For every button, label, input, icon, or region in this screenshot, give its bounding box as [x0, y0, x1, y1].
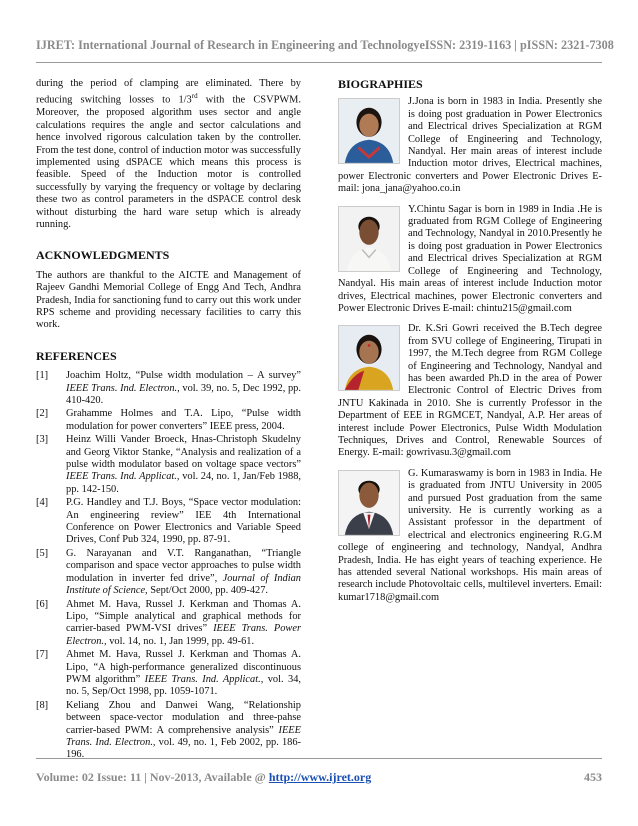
reference-item [36, 548, 301, 598]
footer-volume-info: Volume: 02 Issue: 11 | Nov-2013, Available @ http://www.ijret.org [36, 770, 372, 784]
reference-item [36, 599, 301, 649]
reference-text: Joachim Holtz, “Pulse width modulation – A survey” IEEE Trans. Ind. Electron., vol. 39, no. 5, Dec 1992, pp. 410-420. [66, 370, 301, 406]
bio-kumaraswamy [338, 468, 602, 604]
bio-text-chintu-sagar: Y.Chintu Sagar is born in 1989 in India .He is graduated from RGM College of Engineering and Technology, Nandyal in 2010.Presently he is doing post graduation in Power Electronics and Electrical drives Specialization at RGM College of Engineering and Technology, Nandyal. His main areas of interest include Induction motor drives, Electrical machines, power Electronic converters and Power Electronic Drives E-mail: chintu215@gmail.com [338, 203, 602, 314]
page-footer [36, 770, 602, 785]
reference-text: Ahmet M. Hava, Russel J. Kerkman and Thomas A. Lipo, “A high-performance generalized discontinuous PWM algorithm” IEEE Trans. Ind. Applicat., vol. 34, no. 5, Sep/Oct 1998, pp. 1059-1071. [66, 649, 301, 698]
reference-number: [8] [36, 699, 49, 711]
bio-jona [338, 96, 602, 195]
reference-text: P.G. Handley and T.J. Boys, “Space vector modulation: An engineering review” IEE 4th International Conference on Power Electronics and Variable Speed Drives, Conf Pub 324, 1990, pp. 87-91. [66, 497, 301, 546]
reference-text: Keliang Zhou and Danwei Wang, “Relationship between space-vector modulation and three-pahse carrier-based PWM: A comprehensive analysis” IEEE Trans. Ind. Electron., vol. 49, no. 1, Feb 2002, pp. 186-196. [66, 699, 301, 761]
author-photo-kumaraswamy [338, 470, 400, 536]
reference-item [36, 649, 301, 699]
author-photo-chintu-sagar [338, 206, 400, 272]
reference-list [36, 370, 301, 762]
reference-text: Heinz Willi Vander Broeck, Hnas-Christoph Skudelny and Georg Viktor Stanke, “Analysis and realization of a pulse width modulator based on voltage space vectors” IEEE Trans. Ind. Applicat., vol. 24, no. 1, Jan/Feb 1988, pp. 142-150. [66, 434, 301, 495]
issn: eISSN: 2319-1163 | pISSN: 2321-7308 [419, 38, 614, 52]
reference-item [36, 434, 301, 496]
reference-item [36, 408, 301, 433]
reference-number: [1] [36, 370, 49, 382]
bio-text-kumaraswamy: G. Kumaraswamy is born in 1983 in India. He is graduated from JNTU University in 2005 and pursued Post graduation from the same university. He is currently working as a Assistant professor in the department of electrical and electronics engineering R.G.M college of engineering and technology, Nandyal, Andhra Pradesh, India. He has eight years of teaching experience. He has attended several National workshops. His main areas of research include Photovoltaic cells, multilevel inverters. Email: kumar1718@gmail.com [338, 467, 602, 603]
reference-number: [5] [36, 547, 49, 559]
reference-item [36, 497, 301, 547]
reference-text: G. Narayanan and V.T. Ranganathan, “Triangle comparison and space vector approaches to pulse width modulation in inverter fed drive”, Journal of Indian Institute of Science, Sept/Oct 2000, pp. 409-427. [66, 547, 301, 597]
acknowledgments-text: The authors are thankful to the AICTE and Management of Rajeev Gandhi Memorial College of Engg And Tech, Andhra Pradesh, India for sanctioning fund to carry out this work under RPS scheme and providing necessary facilities to carry this work. [36, 269, 301, 331]
reference-number: [3] [36, 434, 49, 446]
reference-number: [7] [36, 649, 49, 661]
page-number: 453 [584, 770, 602, 784]
author-photo-sri-gowri [338, 325, 400, 391]
acknowledgments-heading: ACKNOWLEDGMENTS [36, 248, 170, 263]
biographies-heading: BIOGRAPHIES [338, 77, 423, 91]
reference-text: Ahmet M. Hava, Russel J. Kerkman and Thomas A. Lipo, “Simple analytical and graphical methods for carrier-based PWM-VSI drives” IEEE Trans. Power Electron., vol. 14, no. 1, Jan 1999, pp. 49-61. [66, 598, 302, 647]
journal-title: IJRET: International Journal of Research in Engineering and Technology [36, 38, 420, 52]
left-column [36, 78, 301, 763]
references-heading: REFERENCES [36, 348, 117, 363]
reference-item [36, 700, 301, 762]
right-column [338, 78, 602, 612]
reference-text: Grahamme Holmes and T.A. Lipo, “Pulse width modulation for power converters” IEEE press, 2004. [66, 408, 301, 432]
bio-chintu-sagar [338, 204, 602, 316]
reference-item [36, 370, 301, 407]
journal-link[interactable]: http://www.ijret.org [268, 770, 372, 784]
footer-divider [36, 758, 602, 759]
reference-number: [2] [36, 408, 49, 420]
conclusion-paragraph: during the period of clamping are eliminated. There by reducing switching losses to 1/3rd with the CSVPWM. Moreover, the proposed algorithm uses sector and angle calculations requires the angle and sector calculations and hence involved rigorous calculation taken by the controller. From the test done, control of induction motor was successfully implemented using dSPACE which means this process is feasible. Speed of the Induction motor is controlled successfully by varying the frequency or voltage by declaring these two as control parameters in the dSPACE control desk without disturbing the hard ware setup which is already running. [36, 78, 301, 230]
superscript-rd: rd [191, 92, 198, 101]
header-divider [36, 62, 602, 63]
bio-text-sri-gowri: Dr. K.Sri Gowri received the B.Tech degree from SVU college of Engineering, Tirupati in 1997, the M.Tech degree from RGM College of Engineering and Technology, Nandyal and has been awarded Ph.D in the area of Power Electronic Control of Electric Drives from JNTU Kakinada in 2010. She is currently Professor in the Department of EEE in RGMCET, Nandyal, A.P. Her areas of interest include Power Electronics, Pulse Width Modulation Techniques, Drives and Control, Renewable Sources of Energy. E-mail: gowrivasu.3@gmail.com [338, 323, 602, 459]
author-photo-jona [338, 98, 400, 164]
running-header [36, 38, 614, 53]
reference-number: [6] [36, 598, 49, 610]
reference-number: [4] [36, 497, 49, 509]
bio-sri-gowri [338, 323, 602, 459]
bio-text-jona: J.Jona is born in 1983 in India. Presently she is doing post graduation in Power Electronics and Electrical drives Specialization at RGM College of Engineering and Technology, Nandyal. Her main areas of interest include Induction motor drives, Electrical machines, power Electronic converters and Power Electronic Drives E-mail: jona_jana@yahoo.co.in [338, 96, 602, 195]
